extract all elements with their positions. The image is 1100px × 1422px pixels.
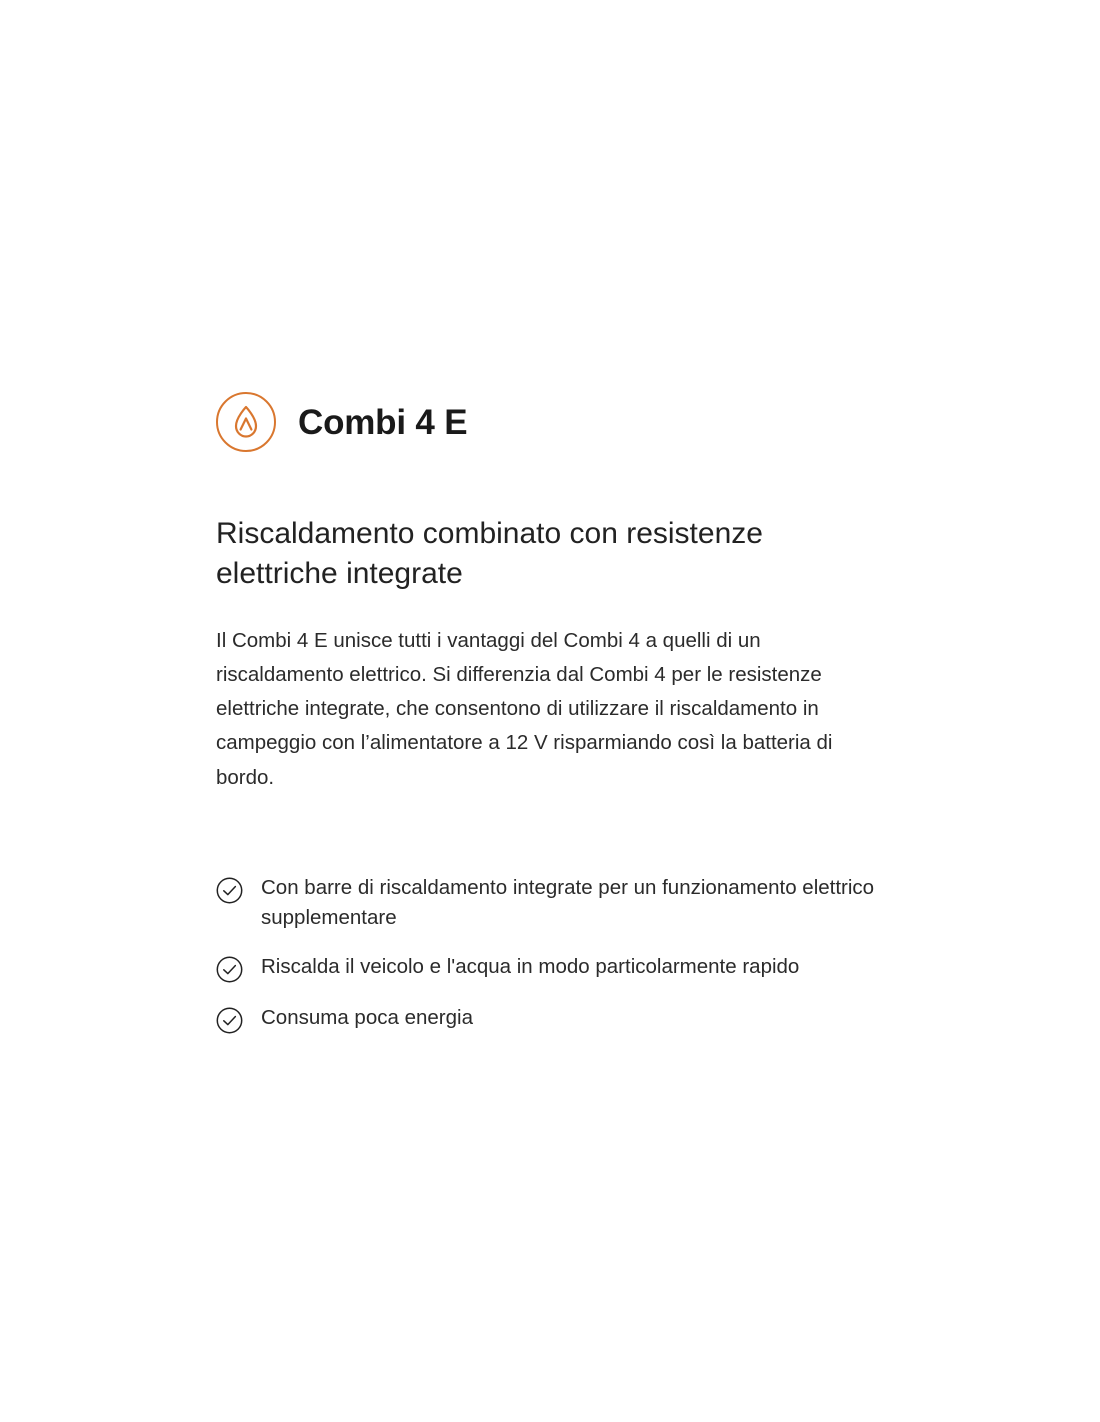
check-circle-icon <box>216 1007 243 1034</box>
product-title-row <box>216 392 916 452</box>
benefit-list <box>216 873 916 1034</box>
benefit-text: Riscalda il veicolo e l'acqua in modo particolarmente rapido <box>261 955 800 979</box>
benefit-text: Consuma poca energia <box>261 1006 473 1030</box>
list-item <box>216 1003 916 1034</box>
section-headline: Riscaldamento combinato con resistenze elettriche integrate <box>216 517 763 590</box>
product-info-panel <box>216 392 916 1034</box>
list-item <box>216 952 916 983</box>
flame-icon <box>216 392 276 452</box>
check-circle-icon <box>216 877 243 904</box>
list-item <box>216 873 916 932</box>
page-title: Combi 4 E <box>298 402 468 442</box>
body-paragraph: Il Combi 4 E unisce tutti i vantaggi del Combi 4 a quelli di un riscaldamento elettrico. Si differenzia dal Combi 4 per le resistenze elettriche integrate, che consentono di utilizzare il riscaldamento in campeggio con l’alimentatore a 12 V risparmiando così la batteria di bordo. <box>216 628 833 789</box>
benefit-text: Con barre di riscaldamento integrate per un funzionamento elettrico supplementare <box>261 875 875 929</box>
check-circle-icon <box>216 956 243 983</box>
